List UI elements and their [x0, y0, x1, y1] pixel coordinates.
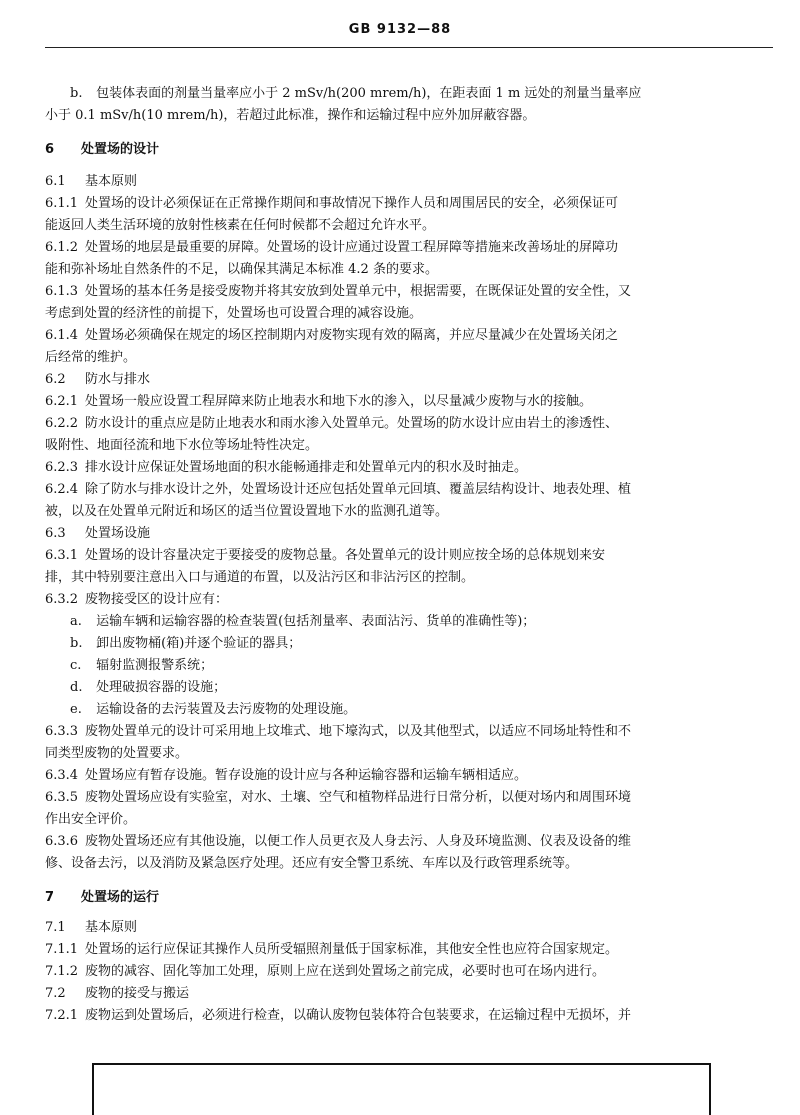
list-item-b	[70, 634, 800, 654]
clause-text: 处置场的设计必须保证在正常操作期间和事故情况下操作人员和周围居民的安全，必须保证可	[85, 196, 619, 211]
list-label: c.	[70, 658, 82, 673]
paragraph-continuation: 小于 0.1 mSv/h(10 mrem/h)，若超过此标准，操作和运输过程中应外加屏蔽容器。	[45, 108, 536, 123]
clause-number: 6.1.3	[45, 284, 79, 299]
subsection-heading	[45, 524, 781, 544]
list-text: 卸出废物桶(箱)并逐个验证的器具；	[96, 636, 302, 651]
clause-text: 废物处置场还应有其他设施，以便工作人员更衣及人身去污、人身及环境监测、仪表及设备的维	[85, 834, 632, 849]
list-text: 运输设备的去污装置及去污废物的处理设施。	[96, 702, 357, 717]
list-item-d	[70, 678, 800, 698]
subsection-heading	[45, 918, 781, 938]
clause-number: 7.1.2	[45, 964, 79, 979]
section-heading	[45, 888, 781, 908]
clause-number: 6.1.1	[45, 196, 79, 211]
section-heading	[45, 140, 781, 160]
clause-text: 处置场的地层是最重要的屏障。处置场的设计应通过设置工程屏障等措施来改善场址的屏障功	[85, 240, 619, 255]
header-rule	[45, 47, 773, 48]
clause	[45, 832, 781, 852]
paragraph-continuation: 排，其中特别要注意出入口与通道的布置，以及沾污区和非沾污区的控制。	[45, 570, 475, 585]
clause	[45, 282, 781, 302]
clause-text: 废物的减容、固化等加工处理，原则上应在送到处置场之前完成，必要时也可在场内进行。	[85, 964, 606, 979]
clause-text: 废物运到处置场后，必须进行检查，以确认废物包装体符合包装要求，在运输过程中无损坏，并	[85, 1008, 632, 1023]
paragraph-continuation: 作出安全评价。	[45, 812, 137, 827]
clause	[45, 414, 781, 434]
list-text: 辐射监测报警系统；	[96, 658, 214, 673]
section-title: 处置场的设计	[81, 142, 160, 157]
clause-number: 6.2.2	[45, 416, 79, 431]
clause-text: 处置场一般应设置工程屏障来防止地表水和地下水的渗入，以尽量减少废物与水的接触。	[85, 394, 593, 409]
list-label: b.	[70, 636, 83, 651]
clause-number: 7.1.1	[45, 942, 79, 957]
list-label: b.	[70, 86, 83, 101]
clause-number: 6.3.2	[45, 592, 79, 607]
list-item-e	[70, 700, 800, 720]
list-item-a	[70, 612, 800, 632]
paragraph-continuation: 同类型废物的处置要求。	[45, 746, 189, 761]
clause	[45, 940, 781, 960]
clause-number: 6.3.3	[45, 724, 79, 739]
clause	[45, 194, 781, 214]
clause	[45, 480, 781, 500]
clause-text: 处置场的设计容量决定于要接受的废物总量。各处置单元的设计则应按全场的总体规划来安	[85, 548, 606, 563]
clause	[45, 766, 781, 786]
clause-number: 6.3.4	[45, 768, 79, 783]
clause-text: 处置场的基本任务是接受废物并将其安放到处置单元中，根据需要，在既保证处置的安全性，又	[85, 284, 632, 299]
clause-text: 废物处置单元的设计可采用地上坟堆式、地下壕沟式，以及其他型式，以适应不同场址特性和不	[85, 724, 632, 739]
standard-code-header: GB 9132—88	[348, 22, 452, 37]
clause-number: 6.1.4	[45, 328, 79, 343]
clause-number: 6.2.1	[45, 394, 79, 409]
clause-number: 6.3.6	[45, 834, 79, 849]
section-title: 处置场的运行	[81, 890, 160, 905]
section-number: 6	[45, 142, 55, 157]
clause-text: 防水设计的重点应是防止地表水和雨水渗入处置单元。处置场的防水设计应由岩土的渗透性、	[85, 416, 619, 431]
paragraph-continuation: 被，以及在处置单元附近和场区的适当位置设置地下水的监测孔道等。	[45, 504, 449, 519]
subsection-heading	[45, 370, 781, 390]
list-item-c	[70, 656, 800, 676]
clause-text: 排水设计应保证处置场地面的积水能畅通排走和处置单元内的积水及时抽走。	[85, 460, 528, 475]
subsection-title: 防水与排水	[85, 372, 151, 387]
clause-number: 6.3.1	[45, 548, 79, 563]
clause	[45, 962, 781, 982]
clause	[45, 590, 781, 610]
clause-text: 废物处置场应设有实验室，对水、土壤、空气和植物样品进行日常分析，以便对场内和周围环境	[85, 790, 632, 805]
paragraph-continuation: 能和弥补场址自然条件的不足，以确保其满足本标准 4.2 条的要求。	[45, 262, 438, 277]
clause-number: 6.3.5	[45, 790, 79, 805]
list-text: 运输车辆和运输容器的检查装置(包括剂量率、表面沾污、货单的准确性等)；	[96, 614, 536, 629]
clause	[45, 392, 781, 412]
paragraph-continuation: 修、设备去污，以及消防及紧急医疗处理。还应有安全警卫系统、车库以及行政管理系统等。	[45, 856, 579, 871]
subsection-number: 6.2	[45, 372, 66, 387]
clause-text: 废物接受区的设计应有：	[85, 592, 229, 607]
list-item-b	[70, 84, 800, 104]
list-text: 处理破损容器的设施；	[96, 680, 227, 695]
paragraph-continuation: 吸附性、地面径流和地下水位等场址特性决定。	[45, 438, 319, 453]
clause	[45, 788, 781, 808]
clause-text: 处置场应有暂存设施。暂存设施的设计应与各种运输容器和运输车辆相适应。	[85, 768, 528, 783]
subsection-number: 7.2	[45, 986, 66, 1001]
list-label: e.	[70, 702, 82, 717]
clause-text: 处置场必须确保在规定的场区控制期内对废物实现有效的隔离，并应尽量减少在处置场关闭之	[85, 328, 619, 343]
footer-frame	[92, 1063, 711, 1115]
subsection-number: 6.1	[45, 174, 66, 189]
clause	[45, 458, 781, 478]
paragraph-continuation: 后经常的维护。	[45, 350, 137, 365]
list-label: a.	[70, 614, 82, 629]
clause-number: 6.2.4	[45, 482, 79, 497]
list-label: d.	[70, 680, 83, 695]
clause	[45, 238, 781, 258]
section-number: 7	[45, 890, 55, 905]
clause-text: 处置场的运行应保证其操作人员所受辐照剂量低于国家标准，其他安全性也应符合国家规定。	[85, 942, 619, 957]
subsection-title: 处置场设施	[85, 526, 151, 541]
clause	[45, 722, 781, 742]
subsection-title: 基本原则	[85, 174, 138, 189]
subsection-number: 7.1	[45, 920, 66, 935]
clause-number: 6.1.2	[45, 240, 79, 255]
subsection-number: 6.3	[45, 526, 66, 541]
paragraph-continuation: 考虑到处置的经济性的前提下，处置场也可设置合理的减容设施。	[45, 306, 423, 321]
subsection-heading	[45, 984, 781, 1004]
clause-number: 7.2.1	[45, 1008, 79, 1023]
subsection-heading	[45, 172, 781, 192]
subsection-title: 废物的接受与搬运	[85, 986, 190, 1001]
paragraph-continuation: 能返回人类生活环境的放射性核素在任何时候都不会超过允许水平。	[45, 218, 436, 233]
clause	[45, 546, 781, 566]
clause-text: 除了防水与排水设计之外，处置场设计还应包括处置单元回填、覆盖层结构设计、地表处理、植	[85, 482, 632, 497]
subsection-title: 基本原则	[85, 920, 138, 935]
clause	[45, 326, 781, 346]
clause	[45, 1006, 781, 1026]
paragraph-text: 包装体表面的剂量当量率应小于 2 mSv/h(200 mrem/h)，在距表面 1 m 远处的剂量当量率应	[96, 86, 642, 101]
clause-number: 6.2.3	[45, 460, 79, 475]
